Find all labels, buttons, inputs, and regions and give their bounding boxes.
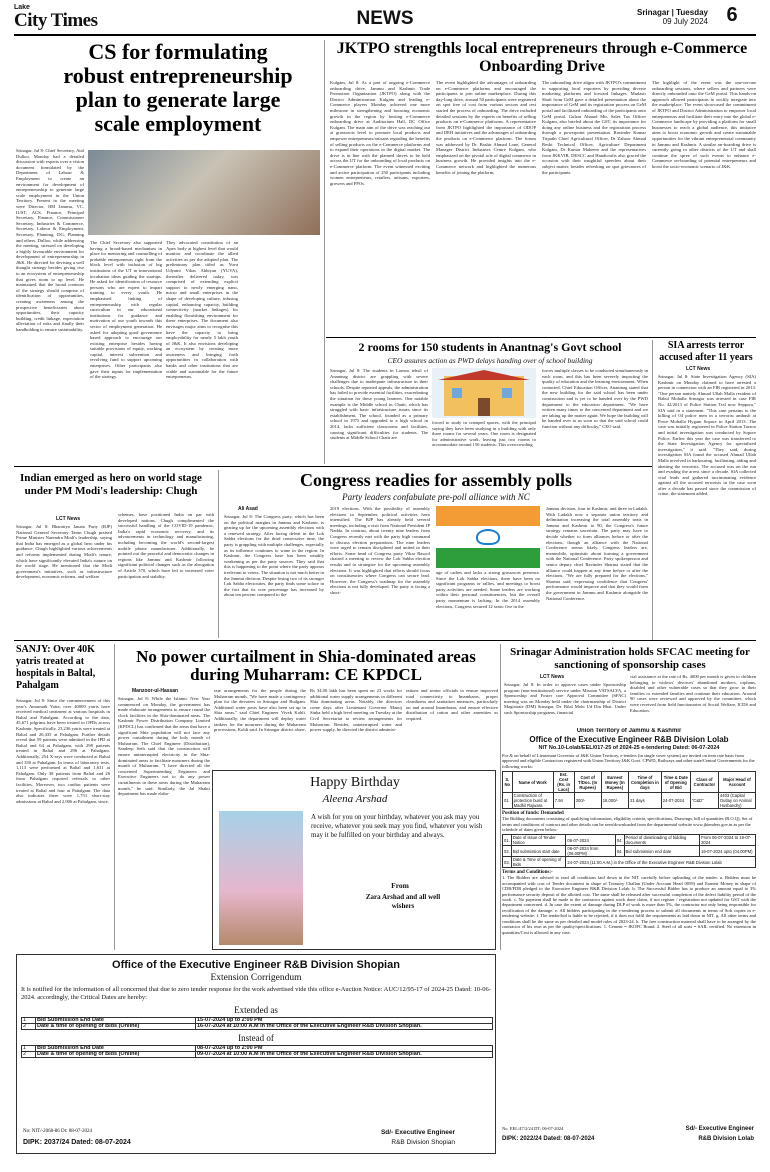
story2-headline: JKTPO strengthls local entrepreneurs through e-Commerce Onboarding Drive: [336, 40, 748, 75]
story2-col4: The highlight of the event was the one-on-one onboarding sessions, where sellers and partners were directly onboarded onto the GeM portal. This hands-on approach allowed participants to swiftly integrate into the marketplace. The event showcased the commitment of JKTPO and District Administration to empower local entrepreneurs and facilitate their entry into the global e-Commerce landscape by providing a platform for small businesses to reach a global audience, this initiative aims to boost economic growth and create sustainable opportunities for the vibrant entrepreneurial community in Jammu and Kashmir. A similar on-boarding drive is currently going in other districts of the UT and shall continue the spree of such events to enhance e-Commerce on-boarding of potential entrepreneurs and boost the socio-economic scenario of J&K.: [652, 80, 756, 169]
table-cell: Date & Time of opening of Bids: [511, 857, 566, 868]
story1-col3: They advocated constitution of an Apex body at highest level that would monitor and coordinate the allied activities as per the adopted plan. The preliminary plan titled as Yuva Udyami Vikas Abhiyan (YUVA), thereafter delivered today, was comprised of extending explicit support to newly emerging nano, micro and small enterprises in the shape of developing culture, infusing capital, enhancing capacity, building connectivity (market linkages) for enabling flourishing environment for these enterprises. The document also envisages major aims to recognise this have the capacity to bring employability for nearly 5 lakh youth of J&K. It also envisions developing an ecosystem by creating more awareness and bringing forth opportunities in collaboration with banks and other institutions that are viable and sustainable for the future entrepreneurs.: [166, 240, 238, 380]
story8-col3: Rs 34.00 lakh has been spent on 23 works for additional water supply arrangements in different Shia dominating areas. Notably, the directors come days after Lieutenant Governor Manoj Sinha held a high level meeting on Tuesday at the Civil Secretariat to review arrangements for Muharram. Besides, uninterrupted water and power supply, he directed the district administ-: [310, 688, 402, 733]
story7-headline: SANJY: Over 40K yatris treated at hospitals in Baltal, Pahalgam: [16, 644, 96, 691]
page-number: 6: [726, 4, 738, 26]
table-cell: Date of issue of Tender Notice: [511, 835, 566, 846]
story6-col2: 2019 elections. With the possibility of assembly elections in September, political activities have intensified. The BJP has already held several meetings, including a visit from National President JP Nadda. In contrast, about twenty nine leaders from Congress recently met with the party high command to discuss election preparations. The nine leaders were urged to remain disciplined and united in their efforts. Some head of Congress party Vikar Rasool chaired a meeting to review the Lok Sabha election results and to strategize for the upcoming assembly elections. It was highlighted that efforts should focus on constituencies where Congress can secure lead. However, the Congress's roadmap for the assembly elections is not fully developed. The party is facing a short-: [330, 506, 430, 595]
tender-lolab-position-title: Position of funds: Demanded: [502, 811, 564, 817]
table-cell: Period of downloading of bidding documents: [624, 835, 700, 846]
table-cell: 16,000/-: [601, 793, 628, 809]
story8-col1: Srinagar, Jul 8: While the Islamic New Year commenced on Monday, the government has made elaborate arrangements to ensure round the clock facilities in the Shia-dominated areas. The Kashmir Power Distribution Company Limited (KPDCL) has confirmed that the areas that have a significant Shia population will not face any power curtailment during the holy month of Muharram. The Chief Engineer (Distribution), Sandeep Seth said that the construction will ensure uninterrupted electricity in the Shia-dominated areas to facilitate mourners during the month of Muharram. "I have directed all the concerned Superintending Engineers and Executive Engineers not to do any power curtailments in these areas during the Muharram month," he said. Similarly, the Jal Shakti department has made elabo-: [118, 696, 210, 797]
table-cell: 06-07-2024: [566, 835, 615, 846]
brand-logo: [14, 4, 144, 32]
table-cell: 09-07-2024 at 10:00 A.M in the Office of the Executive Engineer R&B Division Shopian.: [196, 1052, 493, 1058]
table-header: S. No: [503, 772, 513, 793]
tender-lolab-nitno: No. EEL/47/2/24 DT: 06-07-2024: [502, 1126, 564, 1131]
table-cell: Bid Submission End Date: [36, 1046, 196, 1052]
table-cell: 300/-: [574, 793, 601, 809]
story6-col1: Srinagar, Jul 8: The Congress party, which has been on the political margins in Jammu and Kashmir, is gearing up for the upcoming assembly elections with a renewed strategy. After facing defeat in the Lok Sabha elections for the third consecutive time, the party is grappling with multiple challenges, especially as its influence continues to wane in the region. In Kashmir, the Congress base has been steadily weakening as per the party sources. They said that this is happening to the point where the party appears irrelevant to voters. The situation is not much better in the Jammu division. Despite losing two of its stronger Lok Sabha electorates, the party finds some solace in the fact that its vote percentage has increased by about ten percent compared to the: [224, 514, 324, 598]
dateline: [588, 8, 708, 26]
table-cell: 06-07-2024 from (06.00PM): [566, 846, 615, 857]
tender-shopian-instead-label: Instead of: [238, 1033, 274, 1043]
tender-lolab-dates: [502, 834, 756, 868]
story9-byline: LCT News: [540, 674, 565, 680]
table-cell: 7.94: [553, 793, 574, 809]
story1-col2: The Chief Secretary also supported having a broad-based mechanism in place for mentoring and counselling of probable entrepreneurs right from the block level with inclusion of big institutions of the UT in innovational incubation ideas guiding the startups. He asked for identification of resource persons who are expert to impart training to every youth. He emphasised linking of entrepreneurship with regular curriculum in our educational institutions for guidance and motivation of our youth towards this sector of employment generation. He asked for adopting good governance based approach to encourage our existing enterprise besides having suitable provisions of equity, working capital, interest subvention and revolving fund to support upcoming enterprises. Other participants also gave their inputs for implementation of the strategy.: [90, 240, 162, 380]
divider: [218, 470, 219, 638]
story6-col4: Jammu division, four in Kashmir, and three in Ladakh. With Ladakh now a separate union territory and delimitation increasing the total assembly seats in Jammu and Kashmir to 90, the Congress's future strategy remains uncertain. The party may have to decide whether to form alliances before or after the elections, though an alliance with the National Conference seems likely. Congress leaders are, meanwhile, optimistic about forming a government with the National Conference. Party spokesperson and senior deputy chief Ravinder Sharma stated that the alliance could happen at any time before or after the elections. "We are fully prepared for the elections," Sharma said, expressing confidence that Congress' performance would improve and that they would form the government in Jammu and Kashmir alongside the National Conference.: [546, 506, 648, 601]
table-header: Earnest Money (In Rupees): [601, 772, 628, 793]
table-cell: Construction of protection bund at Madhil Rajwara: [512, 793, 553, 809]
tender-shopian-extended-label: Extended as: [234, 1005, 278, 1015]
table-cell: 2: [22, 1052, 36, 1058]
story7-body: Srinagar, Jul 8: Since the commencement of this year's Amarnath Yatra, over 40000 yatris have received medical treatment at various hospitals in Baltal and Pahalgam. According to the data, 45,671 pilgrims have been treated in OPDs across Kashmir. Specifically, 23,236 yatris were treated at Baltal and 20,435 at Pahalgam. Further details reveal that 59 patients were admitted in the IPD at Baltal and 64 at Pahalgam, with 298 patients treated in Baltal and 296 at Pahalgam. Additionally, 254 X-rays were conducted at Baltal and 330 at Pahalgam. In terms of laboratory tests, 1,113 were performed at Baltal and 1,631 at Pahalgam. Only 38 patients from Baltal and 26 from Pahalgam required referrals to other facilities. Moreover, two cardiac patients were treated at Baltal and four at Pahalgam. The data also indicates there were 1,751 short-stay admissions at Baltal and 2,906 at Pahalgam, since.: [16, 698, 110, 804]
table-cell: 1: [22, 1046, 36, 1052]
tender-lolab-table: [502, 771, 756, 809]
table-header: Cost of T/Doc. (In Rupees): [574, 772, 601, 793]
tender-lolab: [502, 728, 756, 1154]
story1-photo: [88, 150, 320, 235]
tender-shopian-sign2: R&B Division Shopian: [391, 1139, 455, 1146]
tender-lolab-office: Office of the Executive Engineer R&B Division Lolab: [529, 735, 729, 744]
congress-flag: [436, 506, 540, 568]
story6-byline: Ali Asad: [238, 506, 258, 512]
table-cell: Bid Submission End Date: [36, 1018, 196, 1024]
story6-headline: Congress readies for assembly polls: [299, 470, 572, 490]
table-cell: "C&D": [690, 793, 718, 809]
story4-headline: SIA arrests terror accused after 11 years: [659, 340, 753, 363]
birthday-from: Zara Arshad and all well wishers: [365, 893, 441, 910]
birthday-from-label: From: [391, 881, 409, 890]
birthday-title: Happy Birthday: [310, 775, 400, 790]
birthday-box: [212, 770, 496, 950]
table-header: Major Head of Account: [718, 772, 755, 793]
table-cell: 21 days: [629, 793, 662, 809]
tender-shopian-office: Office of the Executive Engineer R&B Division Shopian: [112, 959, 400, 971]
tender-lolab-dipk: DIPK: 2022/24 Dated: 08-07-2024: [502, 1136, 595, 1142]
table-cell: Bid submission start date: [511, 846, 566, 857]
story5-headline: Indian emerged as hero on world stage under PM Modi's leadership: Chugh: [20, 472, 202, 497]
story3-col2: forced to study in cramped spaces, with the principal saying they have been studying in a building with only three rooms for several years. One room is designated for administrative work, leaving just two rooms to accommodate around 150 students. This overcrowding: [432, 420, 536, 448]
section-label: NEWS: [356, 8, 414, 29]
table-cell: Date & time of opening of Bids (Online): [36, 1024, 196, 1030]
story3-headline: 2 rooms for 150 students in Anantnag's Govt school: [358, 340, 622, 354]
table-cell: 15-07-2024 up to 2:00 PM: [196, 1018, 493, 1024]
masthead: [0, 0, 770, 34]
story6-subhead: Party leaders confabulate pre-poll alliance with NC: [342, 492, 530, 502]
story5-col2: schemes, have positioned India on par with developed nations. Chugh complimented the successful handling of the COVID-19 pandemic, India's rapid economic recovery, and its advancements in technology and manufacturing, including becoming the world's second-largest mobile phone manufacturer. Additionally, he pointed out the peaceful and democratic changes in regions like Jammu and Kashmir following significant political changes such as the abrogation of Article 370, which have led to increased voter participation and stability.: [118, 512, 214, 579]
tender-shopian-sign1: Sd/- Executive Engineer: [380, 1129, 455, 1136]
divider: [500, 644, 501, 950]
table-row: [503, 846, 756, 857]
story2-col1: Kulgam, Jul 8: As a part of ongoing e-Commerce onboarding drive, Jammu and Kashmir Trade Promotion Organization (JKTPO) along with the District Administration Kulgam and leading e-Commerce players Monday achieved one more milestone in strengthening and boosting economic growth in the region by hosting e-Commerce onboarding drive at Auditorium Hall, DC Office Kulgam. The main aim of the drive was reaching out at grassroots level to promote local products and empower entrepreneurs/artisans regarding the benefits of selling products on the e-Commerce platforms and to expand their operations in the digital market. The drive is in line with the planned drives to be held across the UT for the onboarding of local products on e-Commerce platform. The event witnessed exciting and active participation of 250 participants including women entrepreneurs, retailers, artisans, exporters, growers and FPOs.: [330, 80, 430, 186]
story3-col3: forces multiple classes to be conducted simultaneously in each room, and this has been severely impacting the quality of education and the learning environment. When contacted, Chief Education Officer, Anantnag stated that the new building for the said school has been under construction and is yet to be handed over by the PWD department to the education department. "We have written many times to the concerned department and we are taking up the matter again. We hope the building will be handed over to us soon so that the said school could function without any difficulty," CEO said.: [542, 368, 648, 429]
table-cell: From 06-07-2024 to 19-07-2024: [700, 835, 756, 846]
table-header: Name of Work: [512, 772, 553, 793]
dateline-date: 09 July 2024: [662, 17, 708, 26]
table-row: [503, 793, 756, 809]
tender-lolab-sign2: R&B Division Lolab: [698, 1136, 754, 1142]
tender-lolab-sign1: Sd/- Executive Engineer: [685, 1126, 754, 1132]
table-cell: Date & time of opening of Bids (Online): [36, 1052, 196, 1058]
story5-byline: LCT News: [56, 516, 81, 522]
tender-shopian-dipk: DIPK: 2037/24 Dated: 08-07-2024: [23, 1139, 131, 1146]
birthday-name: Aleena Arshad: [322, 793, 388, 805]
table-cell: 2: [22, 1024, 36, 1030]
story8-headline: No power curtailment in Shia-dominated areas during Muharram: CE KPDCL: [136, 648, 476, 684]
brand-big: City Times: [14, 10, 98, 31]
story1-headline: CS for formulating robust entrepreneurship plan to generate large scale employment: [63, 40, 293, 136]
table-cell: 24-07-2024 (11:00 A.M.) in the Office of the Executive Engineer R&B Division Lolab: [566, 857, 756, 868]
tender-lolab-terms: 1. The Bidders are advised to read all conditions laid down in the NIT carefully before uploading of the tender. a. Bidders must be accompanied with cost of Tender document in shape of Treasury Challan (Under Account Head 0059) and Earnest Money in shape of CDR/FDR pledged to the Executive Engineer R&B Division Lolab. b. The Successful Bidder has to produce an amount equal to 3% performance security deposit of the allotted cost. The same shall be released after successful completion of the defect liability period of the work. c. No payment shall be made to the contractor against work done claim, if not register / registration not updated for GST with the department concerned. d. In case the extent of damage during DLP of work is more than 5%, the contractor not only being responsible for rectification of the damage. e. All bidders participating in the e-tendering process to submit all documents in terms of Soft copies in e-tendering website. f. The tender/bid is liable to be rejected, if it does not fulfil the requirements as laid down in NIT. g. All other terms and conditions shall be the same as per detailed and model rules of 2023-24. h. The free construction material shall have to be arranged by the contractor of his own as per the quality/specifications. 1. Cement = JKOPC Brand. 2. Steel of all sorts = SAIL certified. No extension in quantities/Cost is allowed in any case.: [502, 875, 756, 935]
table-cell: 02.: [503, 846, 512, 857]
table-cell: 16-07-2024 at 10:00 A.M in the Office of the Executive Engineer R&B Division Shopian.: [196, 1024, 493, 1030]
table-row: [22, 1024, 493, 1030]
tender-lolab-intro: For & on behalf of Lieutenant Governor of J&K Union Territory, e-tenders (in single cover system) are invited on item rate basis from approved and eligible Contractors registered with Union Territory J&K Govt. CPWD, Railways and other state/Central Governments for the following works:: [502, 753, 755, 769]
story6-col3: age of cadres and lacks a strong grassroots presence. Since the Lok Sabha elections, there have been no significant programs or rallies, and meetings to boost party activities are needed. Some leaders are working within their personal constituencies, but the overall party momentum is lacking. In the 2014 assembly elections, Congress secured 12 seats: five in the: [436, 570, 540, 609]
table-cell: 01.: [503, 835, 512, 846]
tender-shopian-nitno: No: NIT/-2068-86 Dt: 08-07-2024: [23, 1129, 93, 1134]
tender-lolab-position-text: The Bidding documents consisting of qualifying information, eligibility criteria, specifications, Drawings, bill of quantities (B.O.Q), Set of terms and conditions of contract and other details can be seen/downloaded from the departmental website www.jktenders.gov.in as per the schedule of dates given below:: [502, 816, 753, 833]
divider: [324, 40, 325, 464]
story8-col4: rations and senior officials to ensure improved road connectivity to Imambaras, proper cleanliness and sanitation measures, particularly on and around Imambaras, and ensure effective distribution of ration and other amenities as required.: [406, 688, 498, 721]
birthday-photo: [219, 811, 303, 945]
table-cell: 01: [503, 793, 513, 809]
story9-col1: Srinagar, Jul 8: In order to approve cases under Sponsorship program (non-institutional) service under Mission VATSALYA, a Sponsorship and Foster care Approval Committee (SFAC) meeting was on Monday held under the chairmanship of District Magistrate (DM) Srinagar, Dr. Bilal Mohi Ud Din Bhat. Under such Sponsorship programs, financial: [504, 682, 626, 715]
table-header: Class of Contractor: [690, 772, 718, 793]
table-cell: 24-07-2024: [661, 793, 690, 809]
masthead-rule: [14, 34, 756, 36]
table-cell: Bid submission end date: [624, 846, 700, 857]
story9-headline: Srinagar Administration holds SFCAC meeting for sanctioning of sponsorship cases: [510, 646, 750, 671]
birthday-wish: A wish for you on your birthday, whatever you ask may you receive, whatever you seek may you find, whatever you wish may it be fulfilled on your birthday and always.: [311, 813, 483, 839]
table-cell: 08-07-2024 up to 2:00 PM: [196, 1046, 493, 1052]
brand-small: Lake: [14, 4, 30, 11]
divider: [14, 640, 756, 641]
divider: [14, 466, 652, 467]
divider: [114, 644, 115, 950]
tender-shopian-title: Extension Corrigendum: [210, 973, 302, 983]
story3-col1: Srinagar, Jul 8: The students in Larnoo tehsil of Anantnag district are grappling with severe challenges due to inadequate infrastructure in their schools. Despite repeated appeals, the administration has failed to provide essential facilities, exacerbating the situation for these young learners. One notable example is the Middle school in Chatti, which has struggled with basic infrastructure issues since its establishment. The school, founded as a primary school in 1975 and upgraded to a high school in 2014, lacks sufficient classrooms and facilities, causing significant difficulties for students. The students at Middle School Chatti are: [330, 368, 428, 441]
story2-col3: The onboarding drive aligns with JKTPO's commitment to supporting local exporters by providing diverse marketing platforms and forward linkages. Mudasir Shafi from GeM gave a detailed presentation about the importance of GeM and its registration process on GeM portal and facilitated onboarding of the participants onto GeM portal. Gulzar Ahmad Mir, Sales Tax Officer Kulgam, also briefed about the GST, its importance for doing any online business and the registration process through a powerpoint presentation. Ravinder Kumar Tripathi Chief Agricultural Officer, Dr Zahoor Ahmad Reshi Technical Officer, Agriculture Department Kulgam, Dr Kumar Maheem and the representatives from JKKVIB, DESCC and Handicrafts also graced the occasion with their insightful speeches about their subject matter, besides refreshing on spot grievances of the participants.: [542, 80, 646, 175]
story5-col1: Srinagar, Jul 8: Bharatiya Janata Party (BJP) National General Secretary Tarun Chugh praised Prime Minister Narendra Modi's leadership, saying that India has emerged as a global hero under his guidance. Chugh highlighted various achievements and reforms implemented during Modi's tenure, which have significantly elevated India's stature on the world stage. He mentioned that the Modi government's initiatives, such as infrastructure development, economic reforms, and welfare: [16, 524, 112, 580]
tender-lolab-nit: NIT No.10-Lolab/EEL/017-25 of 2024-25 e-tendering Dated: 06-07-2024: [538, 745, 720, 751]
divider: [326, 337, 756, 338]
divider: [652, 340, 653, 640]
table-cell: 04.: [615, 846, 624, 857]
story9-col2: cial assistance at the rate of Rs. 4000 per month is given to children belonging to widows' divorces' abandoned mothers, orphans, disabled and other vulnerable cases so that they grow in their families or extended families and continue their education. Around 90 cases were reviewed and approved by the committee, which were received from field functionaries of Social Welfare, ICDS and Education.: [630, 674, 756, 713]
tender-shopian-ins-table: [21, 1045, 493, 1058]
tender-lolab-terms-title: Terms and Conditions:-: [502, 870, 553, 876]
story4-byline: LCT News: [686, 366, 711, 372]
table-header: Est. Cost (Rs. in Lacs): [553, 772, 574, 793]
story4-body: Srinagar, Jul 8: State Investigation Agency (SIA) Kashmir on Monday claimed to have arrested a person in connection with an FIR registered in 2013. "One person namely Ahmad Ullah Malla resident of Babul Mohalla Srinagar was arrested in case FIR No. 42/2013 of Police Station Tral now Seppora," SIA said in a statement. "This case pertains to the killing of 04 police men in a terrorist ambush at Powe Mohalla Hygam Sopore in April 2013. The case was initially registered in Police Station Tarzoo and initial investigation was conducted by Sopore Police. Earlier this year the case was transferred to the State Investigation Agency for specialized investigation," it said. "They said, during investigation SIA found the accused Ahmad Ullah Malla involved in harbouring, facilitating, aiding and abetting the terrorists. The accused was on the run and evading the arrest since a decade. SIA collected vital leads and gathered incriminating evidence against all the accused terrorists in the case soon after a decade has passed since the commission of crime, the statement added.: [658, 374, 756, 497]
table-cell: 03.: [503, 857, 512, 868]
table-row: [503, 772, 756, 793]
story8-col2: rate arrangements for the people during the Muharram month. "We have made a contingency plan for the devotees in Srinagar and Budgam. Additional water posts have also been set up in Shia areas," said Chief Engineer Vivek Kohli. Additionally, the department will deploy water tankers for the mourners during the Muharram processions, Kohli said. In Srinagar district alone,: [214, 688, 306, 733]
tender-lolab-ut: Union Territory of Jammu & Kashmir: [576, 728, 682, 734]
table-cell: 1: [22, 1018, 36, 1024]
table-row: [22, 1052, 493, 1058]
story2-col2: The event highlighted the advantages of onboarding on e-Commerce platforms and encouraged the participants to join online marketplace. During this day-long drive, around 50 participants were registered on spot free of cost from various sectors and rest started the process of onboarding. The drive included detailed sessions by the experts on benefits of selling products on e-Commerce platforms. A representative from JKTPO highlighted the importance of ODOP and DEH initiatives and the advantages of onboarding the products on e-Commerce platform. The forum was addressed by Dr. Bashir Ahmad Lone, General Manager District Industries Centre Kulgam, who emphasized on the pivotal role of digital commerce in business growth. He provided insights into the e-Commerce network and highlighted the numerous benefits of joining the platform.: [436, 80, 536, 175]
story3-subhead: CEO assures action as PWD delays handing over of school building: [387, 356, 593, 365]
tender-shopian-ext-table: [21, 1017, 493, 1030]
tender-shopian-intro: It is notified for the information of all concerned that due to zero tender response for the work advertised vide this office e-Auction Notice: AUC/12/95-17 of 2024-25 Dated: 10-06-2024. accordingly, the Critical Dates are hereby:: [21, 986, 491, 1001]
table-cell: 04.: [615, 835, 624, 846]
story8-byline: Manzoor-ul-Hassan: [132, 688, 179, 694]
tender-shopian: [16, 954, 496, 1154]
table-header: Time of Completion in days: [629, 772, 662, 793]
table-cell: 4403 (Capital Outlay on Animal Husbandry): [718, 793, 755, 809]
dateline-day: Srinagar | Tuesday: [636, 8, 708, 17]
story1-col1: Srinagar, Jul 8: Chief Secretary, Atal Dulloo, Monday had a detailed discussion with experts over a vision document formulated by the Department of Labour & Employment to create an environment for development of entrepreneurship to generate large scale employment in the Union Territory. Present in the meeting were Director, IIM Jammu, VC, IUST, ACS, Finance, Principal Secretary, Finance, Commissioner Secretary, Industries & Commerce, Secretary, Labour & Employment, Secretary, Planning, DG, Planning and others. Dulloo, while addressing the meeting, stressed on developing a highly favourable environment for development of entrepreneurship in J&K. He directed for devising a well thought strategy besides giving rise to an ecosystem of entrepreneurship that gives room to up level. He maintained that the broad contours of the strategy should comprise of identification of opportunities, creating awareness among the prospective beneficiaries about opportunities, their capacity building, credit linkage, expectation alleviation of risks and finally their handholding to ensure sustainability.: [16, 148, 84, 332]
table-header: Time & Date of Opening of Bid: [661, 772, 690, 793]
table-row: [503, 835, 756, 846]
story1-col3b: [244, 240, 320, 460]
school-illustration: [432, 368, 536, 418]
table-row: [503, 857, 756, 868]
table-cell: 19-07-2024 upto (04.00PM): [700, 846, 756, 857]
